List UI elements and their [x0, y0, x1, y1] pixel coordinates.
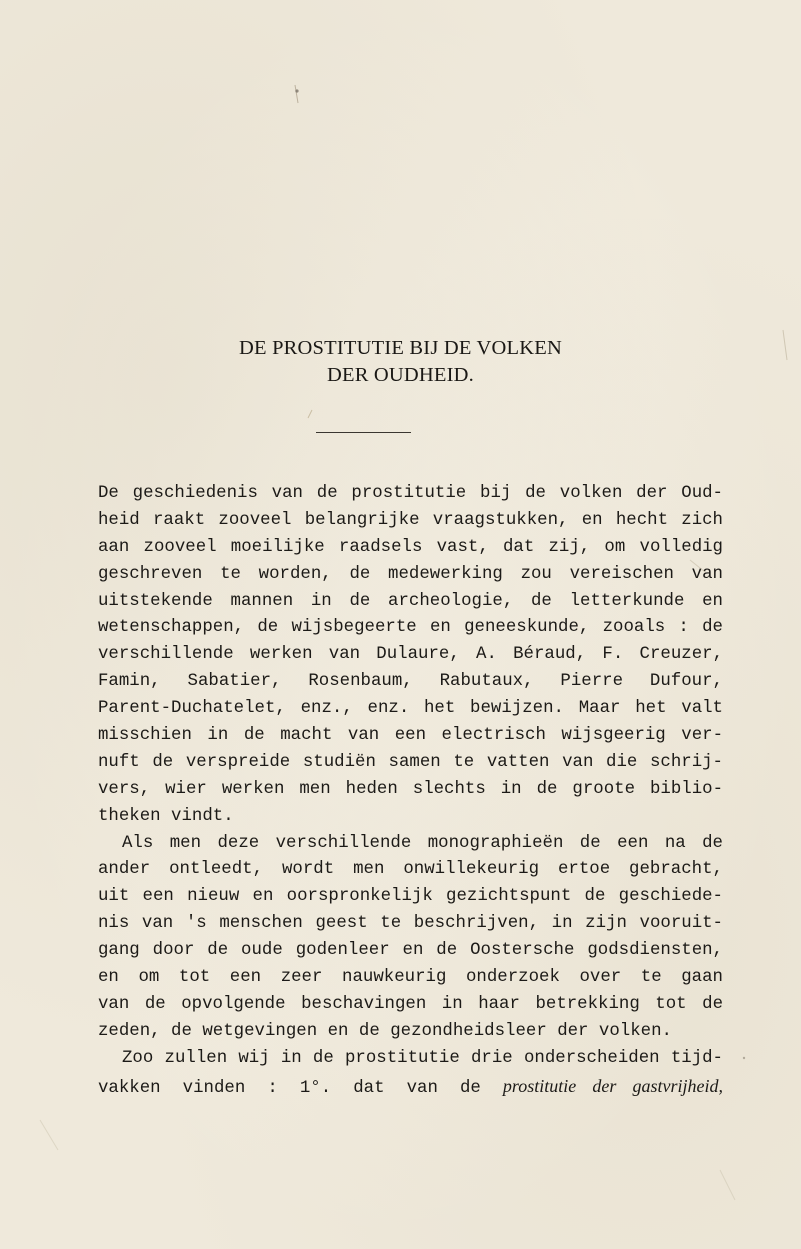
text-line-last-start: vakken vinden : 1°. dat van de — [98, 1078, 481, 1098]
text-line: Zoo zullen wij in de prostitutie drie onderscheiden tijd- — [122, 1048, 723, 1068]
text-line: aan zooveel moeilijke raadsels vast, dat zij, om volledig — [98, 537, 723, 557]
text-line: theken vindt. — [98, 806, 234, 826]
text-line: en om tot een zeer nauwkeurig onderzoek over te gaan — [98, 968, 723, 988]
text-line: De geschiedenis van de prostitutie bij de volken der Oud- — [98, 484, 723, 503]
text-line: Famin, Sabatier, Rosenbaum, Rabutaux, Pierre Dufour, — [98, 672, 723, 692]
body-text — [98, 481, 723, 1099]
text-line: geschreven te worden, de medewerking zou vereischen van — [98, 564, 723, 584]
chapter-title-line-1: DE PROSTITUTIE BIJ DE VOLKEN — [239, 337, 562, 359]
text-line-last — [98, 1073, 723, 1100]
text-line: gang door de oude godenleer en de Oostersche godsdiensten, — [98, 941, 723, 961]
text-line: van de opvolgende beschavingen in haar betrekking tot de — [98, 994, 723, 1014]
text-line: zeden, de wetgevingen en de gezondheidsleer der volken. — [98, 1021, 672, 1041]
text-line: uit een nieuw en oorspronkelijk gezichtspunt de geschiede- — [98, 887, 723, 907]
italic-phrase: prostitutie der gastvrijheid, — [502, 1075, 723, 1096]
text-line: nis van 's menschen geest te beschrijven, in zijn vooruit- — [98, 914, 723, 934]
text-line: nuft de verspreide studiën samen te vatten van die schrij- — [98, 752, 723, 772]
text-line: wetenschappen, de wijsbegeerte en geneeskunde, zooals : de — [98, 618, 723, 638]
title-divider — [316, 432, 411, 433]
text-line: uitstekende mannen in de archeologie, de letterkunde en — [98, 591, 723, 611]
text-line: verschillende werken van Dulaure, A. Béraud, F. Creuzer, — [98, 645, 723, 665]
text-line: misschien in de macht van een electrisch wijsgeerig ver- — [98, 726, 723, 746]
text-line: Als men deze verschillende monographieën de een na de — [122, 833, 723, 853]
text-line: vers, wier werken men heden slechts in de groote biblio- — [98, 779, 723, 799]
text-line: Parent-Duchatelet, enz., enz. het bewijzen. Maar het valt — [98, 699, 723, 719]
text-line: ander ontleedt, wordt men onwillekeurig ertoe gebracht, — [98, 860, 723, 880]
text-line: heid raakt zooveel belangrijke vraagstukken, en hecht zich — [98, 510, 723, 530]
chapter-title-line-2: DER OUDHEID. — [326, 364, 475, 386]
